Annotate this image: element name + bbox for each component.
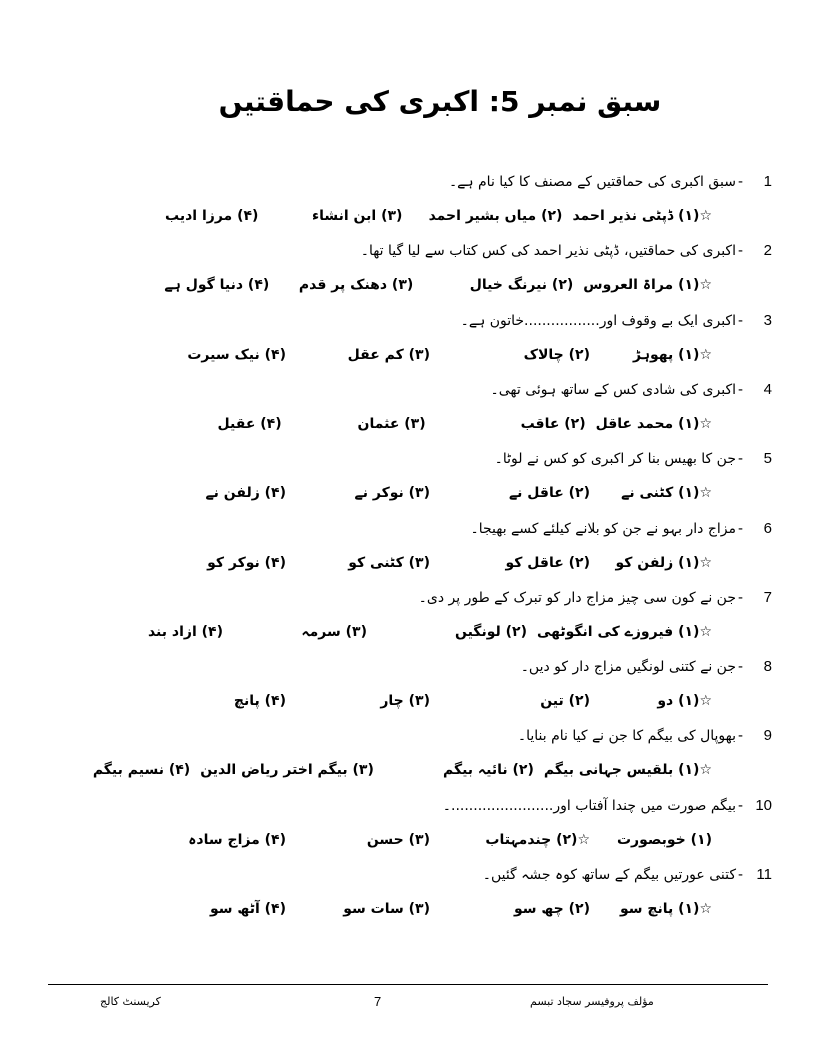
option-4: (۴) دنیا گول ہے [164,277,270,294]
question-text: جن نے کون سی چیز مزاج دار کو تبرک کے طور پر دی۔ [418,589,736,606]
option-2: (۲) چالاک [523,346,590,363]
option-3: (۳) نوکر نے [354,485,430,502]
question-text: جن کا بھیس بنا کر اکبری کو کس نے لوٹا۔ [494,451,736,468]
question-number [738,726,772,746]
options-row [48,275,712,295]
number: 10 [755,796,772,814]
options-row [48,483,712,503]
question-number [738,311,772,331]
options-row [48,691,712,711]
options-row [48,553,712,573]
dash: - [738,173,743,190]
option-1: ☆(۱) محمد عاقل [595,415,712,432]
option-2: (۲) لونگیں [454,623,527,640]
option-3: (۳) کٹنی کو [348,554,430,571]
page-title: سبق نمبر 5: اکبری کی حماقتیں [218,85,662,118]
number: 5 [763,450,772,468]
option-1: ☆(۱) ڈپٹی نذیر احمد [572,208,712,224]
option-1: ☆(۱) فیروزے کی انگوٹھی [536,623,712,640]
option-1: ☆(۱) کٹنی نے [621,485,712,502]
option-4: (۴) مزاج سادہ [188,831,286,848]
dash: - [738,588,743,606]
option-2: (۲) میاں بشیر احمد [428,208,563,224]
dash: - [738,727,743,745]
option-1: ☆(۱) مراۃ العروس [583,277,712,294]
question-number [738,588,772,608]
option-2: (۲) چھ سو [513,901,590,917]
options-row [48,830,712,850]
option-3: (۳) دھنک پر قدم [298,277,414,294]
option-1: ☆(۱) پانچ سو [619,901,712,917]
option-4: (۴) آٹھ سو [209,901,286,917]
option-4: (۴) نیک سیرت [187,346,286,363]
number: 1 [763,173,772,190]
option-4: (۴) نسیم بیگم [92,762,191,779]
option-3: (۳) چار [380,693,430,710]
option-3: (۳) کم عقل [347,346,430,363]
question-number [738,380,772,400]
dash: - [738,658,743,676]
options-row [48,345,712,365]
question-number [738,865,772,885]
option-2: ☆(۲) چندمہتاب [485,831,590,848]
page-number: 7 [374,994,382,1009]
option-1: ☆(۱) دو [657,693,712,710]
option-1: ☆(۱) پھوہڑ [633,346,712,363]
question-text: بیگم صورت میں چندا آفتاب اور.......................۔ [442,797,736,814]
options-row [48,622,712,642]
question-text: مزاج دار بہو نے جن کو بلانے کیلئے کسے بھیجا۔ [470,520,736,537]
question-text: کتنی عورتیں بیگم کے ساتھ کوہ جشہ گئیں۔ [482,867,736,883]
option-3: (۳) حسن [366,831,430,848]
option-4: (۴) نوکر کو [207,554,286,571]
options-row [48,414,712,434]
option-3: (۳) ابن انشاء [311,208,403,224]
option-3: (۳) عثمان [357,415,426,432]
options-row [48,899,712,919]
number: 7 [763,588,772,606]
question-number [738,519,772,539]
question-text: سبق اکبری کی حماقتیں کے مصنف کا کیا نام ہے۔ [448,174,736,190]
question-text: بھوپال کی بیگم کا جن نے کیا نام بنایا۔ [517,728,736,745]
option-2: (۲) عاقل نے [508,485,590,502]
dash: - [738,450,743,468]
footer-divider [48,984,768,985]
question-number [738,657,772,677]
option-4: (۴) زلفن نے [205,485,286,502]
option-4: (۴) مرزا ادیب [165,208,259,224]
footer-author: مؤلف پروفیسر سجاد تبسم [530,995,654,1008]
option-3: (۳) سرمہ [301,623,367,640]
option-2: (۲) عاقل کو [505,554,590,571]
number: 6 [763,519,772,537]
number: 2 [763,242,772,260]
dash: - [738,380,743,398]
option-3: (۳) سات سو [343,901,430,917]
option-4: (۴) ازاد بند [147,623,223,640]
dash: - [738,519,743,537]
number: 3 [763,311,772,329]
question-text: اکبری ایک بے وقوف اور.................خاتون ہے۔ [460,312,736,329]
question-text: اکبری کی حماقتیں، ڈپٹی نذیر احمد کی کس کتاب سے لیا گیا تھا۔ [360,243,736,260]
question-text: اکبری کی شادی کس کے ساتھ ہوئی تھی۔ [490,381,736,398]
question-number [738,172,772,192]
number: 9 [763,727,772,745]
options-row [48,760,712,780]
footer-college: کریسنٹ کالج [100,995,161,1008]
option-2: (۲) نائیہ بیگم [442,762,534,779]
question-number [738,449,772,469]
question-text: جن نے کتنی لونگیں مزاج دار کو دیں۔ [520,659,736,676]
dash: - [738,242,743,260]
options-row [48,206,712,226]
option-4: (۴) عقیل [217,415,282,432]
option-2: (۲) تین [540,693,590,710]
option-3: (۳) بیگم اختر ریاض الدین [200,762,374,779]
option-1: ☆(۱) بلقیس جہانی بیگم [543,762,712,779]
option-2: (۲) نیرنگ خیال [469,277,574,294]
option-1: ☆(۱) زلفن کو [615,554,712,571]
option-4: (۴) پانچ [233,693,286,710]
dash: - [738,866,743,883]
option-1: (۱) خوبصورت [616,831,712,848]
question-number [738,796,772,816]
dash: - [738,311,743,329]
number: 4 [763,380,772,398]
number: 8 [763,658,772,676]
question-number [738,241,772,261]
number: 11 [756,866,772,883]
option-2: (۲) عاقب [520,415,586,432]
dash: - [738,796,743,814]
